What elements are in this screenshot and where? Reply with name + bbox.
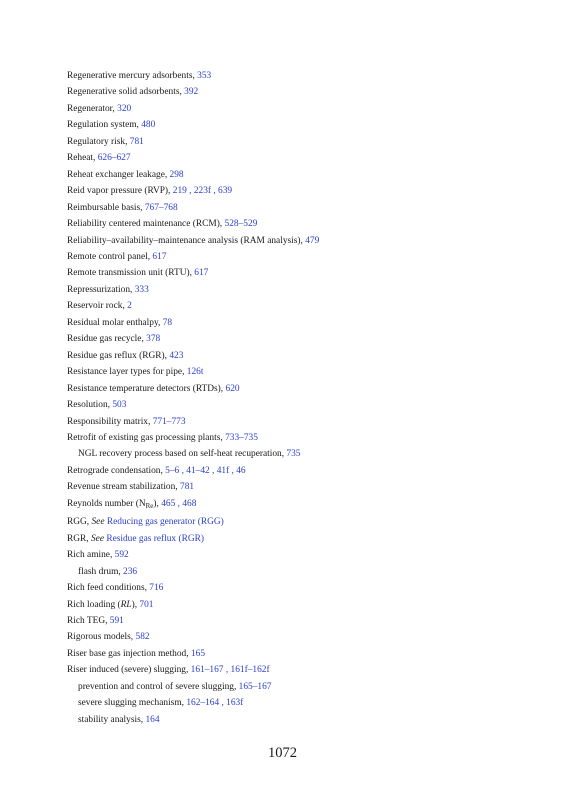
index-entry [67, 414, 537, 430]
page-ref-link[interactable]: 165 [190, 648, 205, 659]
page-ref-link[interactable]: 392 [184, 87, 199, 98]
index-term: Resolution, [67, 400, 113, 411]
index-term: Reimbursable basis, [67, 202, 145, 213]
index-term: Regulatory risk, [67, 136, 130, 147]
index-subentry [67, 695, 537, 711]
index-term: Rich TEG, [67, 615, 110, 626]
page-ref-link[interactable]: 781 [180, 482, 195, 493]
index-term: Responsibility matrix, [67, 416, 153, 427]
index-entry [67, 397, 537, 413]
index-entry [67, 216, 537, 232]
index-entry [67, 331, 537, 347]
index-term: Resistance layer types for pipe, [67, 367, 187, 378]
index-term: Rich loading ( [67, 599, 121, 610]
page-ref-link[interactable]: 781 [129, 136, 144, 147]
index-entry [67, 101, 537, 117]
index-term-italic: RL [120, 599, 132, 610]
index-term: Residue gas reflux (RGR), [67, 350, 170, 361]
index-list [67, 68, 537, 728]
index-subentry [67, 564, 537, 580]
index-subentry [67, 679, 537, 695]
page-ref-link[interactable]: 465 , 468 [161, 498, 197, 509]
index-term: prevention and control of severe slugging, [78, 681, 239, 692]
index-entry [67, 547, 537, 563]
page-ref-link[interactable]: 479 [305, 235, 320, 246]
page-ref-link[interactable]: 733–735 [225, 432, 258, 443]
page-ref-link[interactable]: 582 [135, 632, 150, 643]
page-ref-link[interactable]: 620 [225, 383, 240, 394]
index-term: ), [153, 498, 162, 509]
index-entry [67, 629, 537, 645]
index-entry [67, 150, 537, 166]
page-number: 1072 [268, 745, 297, 761]
index-term: Reliability–availability–maintenance analysis (RAM analysis), [67, 235, 306, 246]
index-term: Remote control panel, [67, 251, 153, 262]
index-entry [67, 646, 537, 662]
index-term: Regenerative mercury adsorbents, [67, 71, 198, 81]
index-term: Rigorous models, [67, 632, 136, 643]
index-entry [67, 265, 537, 281]
index-term: Retrograde condensation, [67, 465, 166, 476]
index-term: Retrofit of existing gas processing plants, [67, 432, 226, 443]
index-term: Riser base gas injection method, [67, 648, 191, 659]
page-ref-link[interactable]: 528–529 [224, 219, 258, 230]
index-entry [67, 298, 537, 314]
index-term: Regenerator, [67, 103, 118, 114]
page-ref-link[interactable]: 162–164 , 163f [186, 698, 244, 709]
index-entry [67, 68, 537, 84]
index-entry [67, 381, 537, 397]
index-term: Reheat, [67, 153, 98, 164]
index-term: Reliability centered maintenance (RCM), [67, 219, 225, 230]
index-entry [67, 348, 537, 364]
see-label: See [90, 533, 104, 544]
page-ref-link[interactable]: 164 [145, 714, 160, 725]
page-ref-link[interactable]: 592 [114, 550, 129, 561]
page-ref-link[interactable]: 219 , 223f , 639 [172, 186, 233, 197]
index-term: Regulation system, [67, 120, 142, 131]
see-label: See [91, 517, 105, 528]
index-entry [67, 315, 537, 331]
index-term: Reid vapor pressure (RVP), [67, 186, 173, 197]
index-term: stability analysis, [78, 714, 146, 725]
page-ref-link[interactable]: 353 [197, 71, 212, 81]
page-ref-link[interactable]: 320 [117, 103, 132, 114]
index-entry [67, 496, 537, 514]
page-ref-link[interactable]: 626–627 [97, 153, 131, 164]
index-entry [67, 117, 537, 133]
index-term: severe slugging mechanism, [78, 698, 187, 709]
page-ref-link[interactable]: 378 [146, 334, 161, 345]
page-ref-link[interactable]: 2 [127, 301, 132, 312]
index-entry [67, 662, 537, 678]
page-ref-link[interactable]: 767–768 [144, 202, 178, 213]
index-term: Revenue stream stabilization, [67, 482, 180, 493]
index-entry [67, 479, 537, 495]
cross-ref-link[interactable]: Residue gas reflux (RGR) [106, 533, 204, 544]
index-subentry [67, 712, 537, 728]
index-term: Rich feed conditions, [67, 583, 150, 594]
page-ref-link[interactable]: 165–167 [238, 681, 272, 692]
page-ref-link[interactable]: 5–6 , 41–42 , 41f , 46 [165, 465, 246, 476]
index-entry [67, 463, 537, 479]
page-ref-link[interactable]: 126t [186, 367, 204, 378]
index-term-subscript: Re [145, 501, 154, 510]
index-term: Residual molar enthalpy, [67, 317, 163, 328]
page-ref-link[interactable]: 423 [169, 350, 184, 361]
page-ref-link[interactable]: 503 [112, 400, 127, 411]
index-entry [67, 84, 537, 100]
index-term: Reynolds number (N [67, 498, 146, 509]
index-term: RGR, [67, 533, 91, 544]
page-ref-link[interactable]: 617 [194, 268, 209, 279]
index-term: ), [131, 599, 140, 610]
index-entry [67, 613, 537, 629]
index-entry [67, 531, 537, 547]
index-term: flash drum, [78, 566, 124, 577]
index-term: Resistance temperature detectors (RTDs), [67, 383, 226, 394]
index-entry [67, 430, 537, 446]
index-entry [67, 597, 537, 613]
page-ref-link[interactable]: 701 [139, 599, 154, 610]
index-term: NGL recovery process based on self-heat recuperation, [78, 449, 287, 460]
page-ref-link[interactable]: 617 [152, 251, 167, 262]
index-entry [67, 200, 537, 216]
index-entry [67, 282, 537, 298]
page-ref-link[interactable]: 298 [169, 169, 184, 180]
page-ref-link[interactable]: 591 [109, 615, 124, 626]
index-term: Remote transmission unit (RTU), [67, 268, 195, 279]
index-term: Reheat exchanger leakage, [67, 169, 170, 180]
page-ref-link[interactable]: 333 [134, 284, 149, 295]
page-ref-link[interactable]: 716 [149, 583, 164, 594]
index-entry [67, 183, 537, 199]
index-entry [67, 514, 537, 530]
index-term: Residue gas recycle, [67, 334, 147, 345]
index-term: Repressurization, [67, 284, 135, 295]
page-ref-link[interactable]: 236 [123, 566, 138, 577]
index-entry [67, 167, 537, 183]
index-term: Riser induced (severe) slugging, [67, 665, 191, 676]
page-ref-link[interactable]: 735 [286, 449, 301, 460]
index-entry [67, 249, 537, 265]
page-ref-link[interactable]: 161–167 , 161f–162f [190, 665, 270, 676]
index-entry [67, 580, 537, 596]
index-term: Rich amine, [67, 550, 115, 561]
index-subentry [67, 446, 537, 462]
index-entry [67, 134, 537, 150]
index-term: Reservoir rock, [67, 301, 128, 312]
index-entry [67, 364, 537, 380]
page-ref-link[interactable]: 771–773 [152, 416, 186, 427]
index-term: Regenerative solid adsorbents, [67, 87, 185, 98]
page-ref-link[interactable]: 78 [162, 317, 173, 328]
index-entry [67, 233, 537, 249]
page-ref-link[interactable]: 480 [141, 120, 156, 131]
index-term: RGG, [67, 517, 92, 528]
cross-ref-link[interactable]: Reducing gas generator (RGG) [106, 517, 224, 528]
